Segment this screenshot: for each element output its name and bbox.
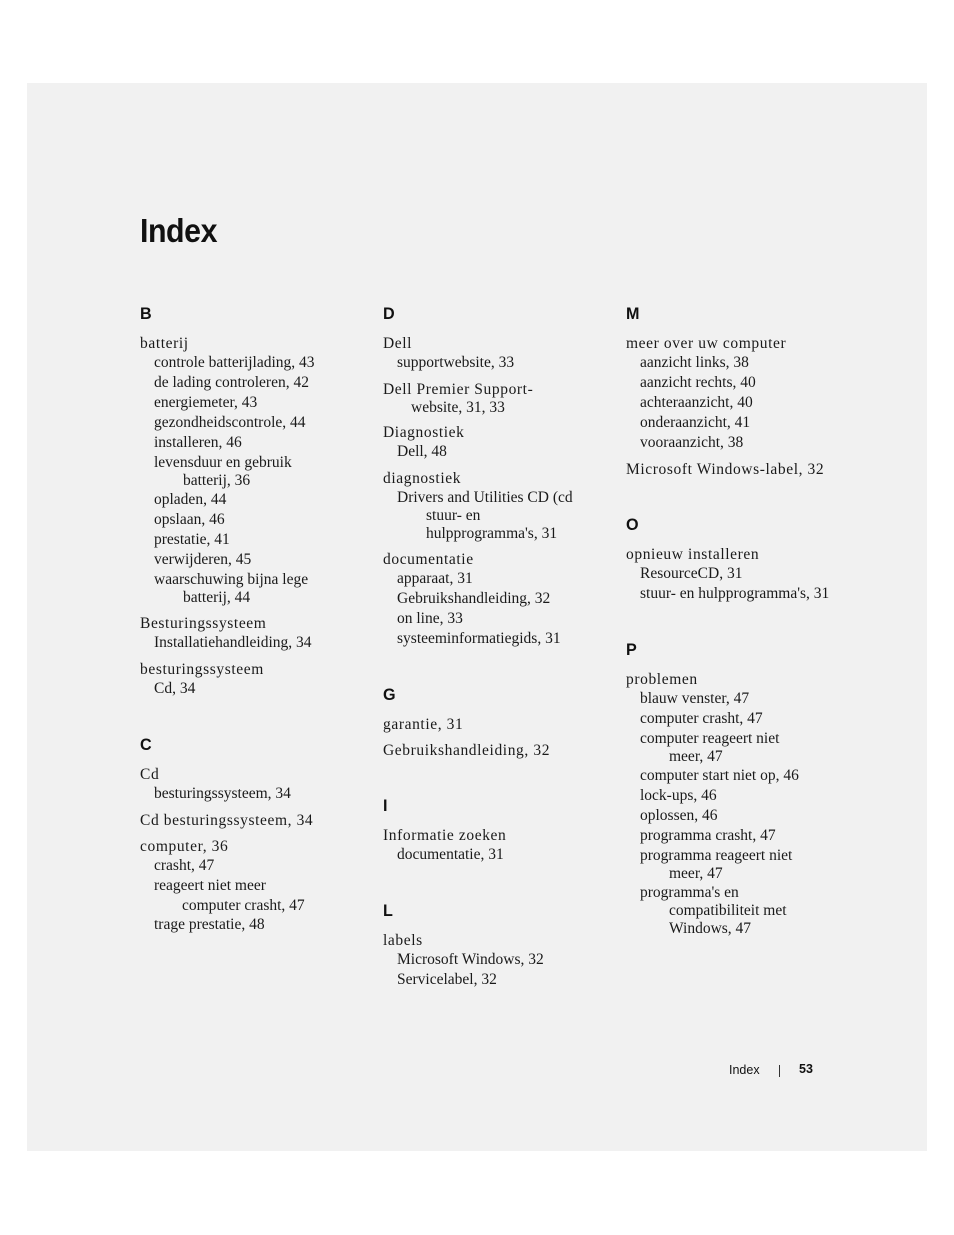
index-section-p xyxy=(626,640,856,938)
entry-subterm: opslaan, 46 xyxy=(154,511,225,528)
entry-subterm: installeren, 46 xyxy=(154,434,242,451)
index-entry xyxy=(383,550,613,649)
entry-subterm: Microsoft Windows, 32 xyxy=(397,951,544,968)
index-entry xyxy=(383,423,613,462)
entry-subterm: achteraanzicht, 40 xyxy=(640,394,753,411)
section-letter: L xyxy=(383,901,393,920)
entry-subterm-continuation: meer, 47 xyxy=(669,865,723,882)
index-column-2 xyxy=(383,304,613,1026)
entry-term: computer, 36 xyxy=(140,838,229,855)
footer-separator xyxy=(779,1065,780,1077)
index-entry xyxy=(383,741,613,760)
entry-term: labels xyxy=(383,932,423,949)
entry-subterm: programma crasht, 47 xyxy=(640,827,776,844)
entry-term: meer over uw computer xyxy=(626,335,787,352)
entry-subterm-line: programma's en xyxy=(640,884,739,901)
entry-subterm xyxy=(140,453,370,490)
index-section-i xyxy=(383,796,613,865)
entry-subterm-line: levensduur en gebruik xyxy=(154,454,292,471)
entry-subterm xyxy=(626,846,856,883)
entry-term: Cd besturingssysteem, 34 xyxy=(140,812,314,829)
index-entry xyxy=(626,460,856,479)
section-letter: O xyxy=(626,515,639,534)
entry-term: problemen xyxy=(626,671,698,688)
entry-subterm: computer start niet op, 46 xyxy=(640,767,799,784)
entry-subsubterm: computer crasht, 47 xyxy=(182,897,305,914)
entry-subterm xyxy=(383,488,613,543)
index-section-l xyxy=(383,901,613,990)
entry-subterm-continuation: batterij, 36 xyxy=(183,472,251,489)
index-entry xyxy=(383,931,613,990)
index-entry xyxy=(140,660,370,699)
entry-term: Dell xyxy=(383,335,413,352)
entry-subterm-line: waarschuwing bijna lege xyxy=(154,571,309,588)
entry-subterm: stuur- en hulpprogramma's, 31 xyxy=(640,585,830,602)
entry-term: Diagnostiek xyxy=(383,424,465,441)
index-entry xyxy=(140,334,370,607)
section-letter: D xyxy=(383,304,395,323)
entry-subterm-line: programma reageert niet xyxy=(640,847,793,864)
entry-subterm: Dell, 48 xyxy=(397,443,447,460)
entry-subterm: crasht, 47 xyxy=(154,857,215,874)
index-entry xyxy=(383,826,613,865)
entry-term: Cd xyxy=(140,766,160,783)
entry-term: Gebruikshandleiding, 32 xyxy=(383,742,551,759)
entry-subterm: oplossen, 46 xyxy=(640,807,718,824)
index-section-g xyxy=(383,685,613,760)
section-letter: M xyxy=(626,304,640,323)
entry-term: garantie, 31 xyxy=(383,716,464,733)
section-letter: C xyxy=(140,735,152,754)
entry-subterm-continuation: meer, 47 xyxy=(669,748,723,765)
entry-subterm-continuation: Windows, 47 xyxy=(669,920,752,937)
section-letter: G xyxy=(383,685,396,704)
index-column-3 xyxy=(626,304,856,974)
entry-subterm: besturingssysteem, 34 xyxy=(154,785,291,802)
entry-subterm: onderaanzicht, 41 xyxy=(640,414,751,431)
entry-subterm: aanzicht links, 38 xyxy=(640,354,749,371)
entry-subterm: reageert niet meer xyxy=(154,877,266,894)
index-entry xyxy=(383,380,613,416)
entry-subterm: on line, 33 xyxy=(397,610,463,627)
entry-term: Microsoft Windows-label, 32 xyxy=(626,461,825,478)
footer-label: Index xyxy=(729,1063,760,1077)
index-entry xyxy=(140,837,370,935)
entry-subterm: blauw venster, 47 xyxy=(640,690,750,707)
entry-subterm: energiemeter, 43 xyxy=(154,394,258,411)
index-entry xyxy=(140,811,370,830)
index-section-b xyxy=(140,304,370,699)
index-entry xyxy=(383,469,613,543)
index-section-c xyxy=(140,735,370,935)
entry-subterm: systeeminformatiegids, 31 xyxy=(397,630,561,647)
entry-subterm: opladen, 44 xyxy=(154,491,227,508)
entry-subterm: prestatie, 41 xyxy=(154,531,230,548)
entry-term: Besturingssysteem xyxy=(140,615,267,632)
index-entry xyxy=(140,765,370,804)
entry-subterm-continuation: batterij, 44 xyxy=(183,589,251,606)
page-title: Index xyxy=(140,212,218,249)
entry-term: opnieuw installeren xyxy=(626,546,760,563)
entry-subterm: ResourceCD, 31 xyxy=(640,565,743,582)
entry-subterm: Servicelabel, 32 xyxy=(397,971,497,988)
entry-subterm: gezondheidscontrole, 44 xyxy=(154,414,306,431)
section-letter: P xyxy=(626,640,637,659)
entry-subterm-line: Drivers and Utilities CD (cd xyxy=(397,489,573,506)
entry-subterm-line: computer reageert niet xyxy=(640,730,780,747)
page-footer xyxy=(700,1062,816,1080)
entry-term: Informatie zoeken xyxy=(383,827,507,844)
page-number: 53 xyxy=(799,1062,813,1076)
entry-subterm: vooraanzicht, 38 xyxy=(640,434,744,451)
entry-subterm-continuation: stuur- en xyxy=(426,507,481,524)
entry-subterm-continuation: compatibiliteit met xyxy=(669,902,787,919)
entry-subterm: Installatiehandleiding, 34 xyxy=(154,634,312,651)
entry-subterm: Cd, 34 xyxy=(154,680,196,697)
index-section-o xyxy=(626,515,856,604)
index-entry xyxy=(626,334,856,453)
entry-subterm: trage prestatie, 48 xyxy=(154,916,265,933)
entry-term: diagnostiek xyxy=(383,470,462,487)
entry-subterm: Gebruikshandleiding, 32 xyxy=(397,590,551,607)
entry-subterm xyxy=(626,883,856,938)
entry-subterm: supportwebsite, 33 xyxy=(397,354,515,371)
entry-subterm: de lading controleren, 42 xyxy=(154,374,309,391)
index-entry xyxy=(626,545,856,604)
entry-subterm xyxy=(140,570,370,607)
entry-subterm: controle batterijlading, 43 xyxy=(154,354,315,371)
index-entry xyxy=(383,715,613,734)
entry-term-continuation: website, 31, 33 xyxy=(411,399,505,416)
entry-term: batterij xyxy=(140,335,189,352)
entry-subterm-continuation: hulpprogramma's, 31 xyxy=(426,525,558,542)
index-entry xyxy=(140,614,370,653)
entry-subterm: apparaat, 31 xyxy=(397,570,473,587)
entry-subterm xyxy=(626,729,856,766)
section-letter: I xyxy=(383,796,388,815)
entry-subterm: aanzicht rechts, 40 xyxy=(640,374,756,391)
index-section-d xyxy=(383,304,613,649)
entry-term: Dell Premier Support- xyxy=(383,381,534,398)
index-column-1 xyxy=(140,304,370,971)
index-entry xyxy=(383,334,613,373)
section-letter: B xyxy=(140,304,152,323)
entry-subterm: verwijderen, 45 xyxy=(154,551,252,568)
index-entry xyxy=(626,670,856,938)
entry-subterm: documentatie, 31 xyxy=(397,846,504,863)
entry-term: besturingssysteem xyxy=(140,661,264,678)
entry-subterm: lock-ups, 46 xyxy=(640,787,717,804)
index-section-m xyxy=(626,304,856,479)
entry-term: documentatie xyxy=(383,551,474,568)
entry-subterm: computer crasht, 47 xyxy=(640,710,763,727)
